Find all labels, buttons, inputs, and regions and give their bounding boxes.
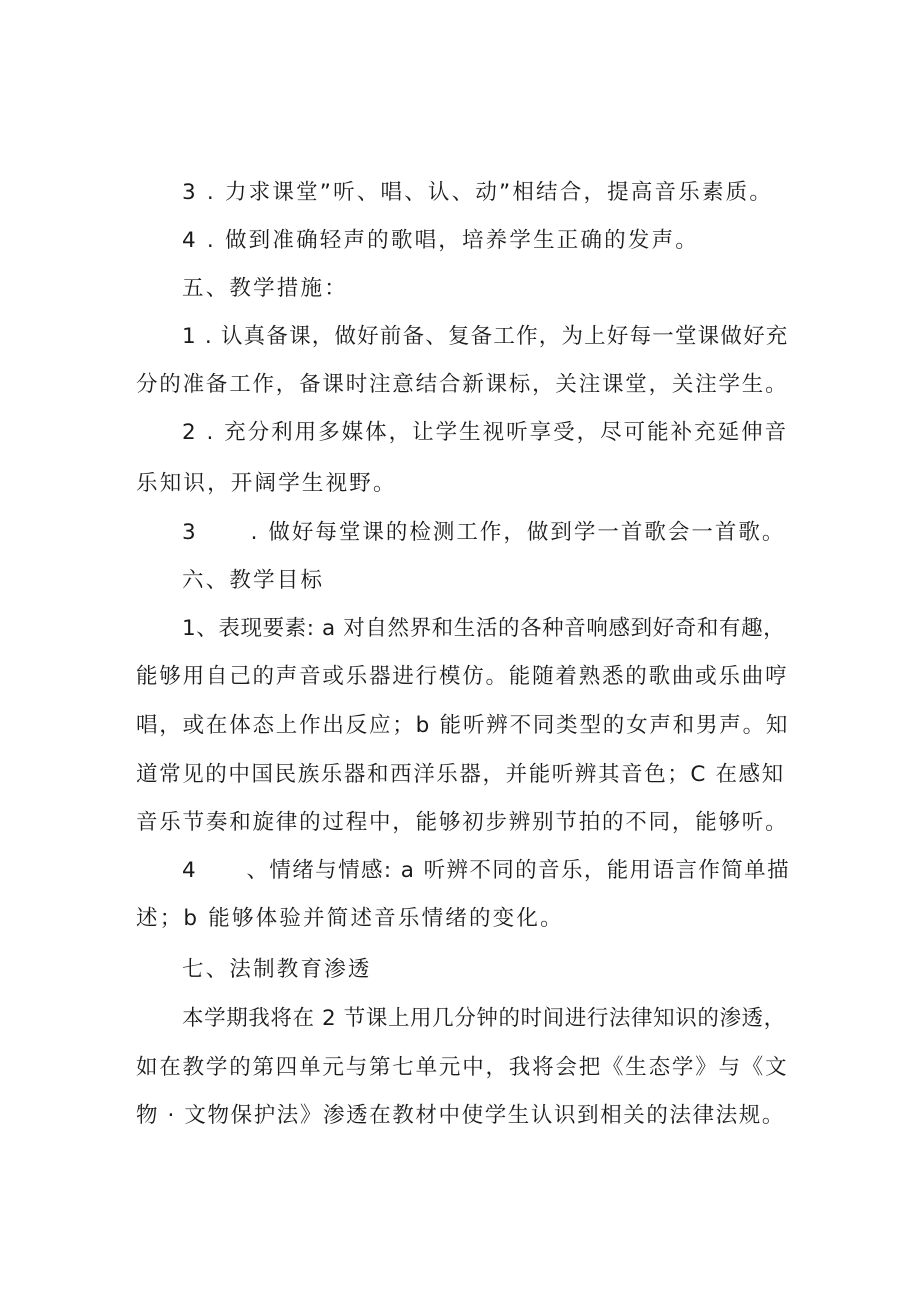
paragraph-measure-1-line1: 1 . 认真备课，做好前备、复备工作，为上好每一堂课做好充 bbox=[182, 324, 789, 349]
paragraph-goal-3: 3 . 力求课堂”听、唱、认、动”相结合，提高音乐素质。 bbox=[182, 180, 774, 205]
paragraph-objective-1-line3: 唱，或在体态上作出反应；b 能听辨不同类型的女声和男声。知 bbox=[136, 713, 790, 738]
heading-section-6: 六、教学目标 bbox=[182, 568, 325, 593]
paragraph-law-line3: 物 · 文物保护法》渗透在教材中使学生认识到相关的法律法规。 bbox=[136, 1103, 786, 1128]
paragraph-objective-1-line5: 音乐节奏和旋律的过程中，能够初步辨别节拍的不同，能够听。 bbox=[136, 810, 789, 835]
paragraph-measure-1-line2: 分的准备工作，备课时注意结合新课标，关注课堂，关注学生。 bbox=[136, 372, 789, 397]
paragraph-measure-2-line2: 乐知识，开阔学生视野。 bbox=[136, 471, 397, 496]
paragraph-objective-4-line1: 4 、情绪与情感: a 听辨不同的音乐，能用语言作简单描 bbox=[182, 858, 790, 883]
paragraph-objective-1-line1: 1、表现要素: a 对自然界和生活的各种音响感到好奇和有趣， bbox=[182, 616, 786, 641]
heading-section-7: 七、法制教育渗透 bbox=[182, 957, 372, 982]
paragraph-objective-1-line2: 能够用自己的声音或乐器进行模仿。能随着熟悉的歌曲或乐曲哼 bbox=[136, 664, 789, 689]
paragraph-objective-1-line4: 道常见的中国民族乐器和西洋乐器，并能听辨其音色；C 在感知 bbox=[136, 762, 785, 787]
paragraph-objective-4-line2: 述；b 能够体验并简述音乐情绪的变化。 bbox=[136, 906, 564, 931]
heading-section-5: 五、教学措施： bbox=[182, 276, 348, 301]
paragraph-law-line2: 如在教学的第四单元与第七单元中，我将会把《生态学》与《文 bbox=[136, 1055, 789, 1080]
paragraph-measure-3: 3 . 做好每堂课的检测工作，做到学一首歌会一首歌。 bbox=[182, 520, 786, 545]
paragraph-goal-4: 4 . 做到准确轻声的歌唱，培养学生正确的发声。 bbox=[182, 228, 699, 253]
paragraph-measure-2-line1: 2 . 充分利用多媒体，让学生视听享受，尽可能补充延伸音 bbox=[182, 420, 789, 445]
paragraph-law-line1: 本学期我将在 2 节课上用几分钟的时间进行法律知识的渗透， bbox=[182, 1006, 786, 1031]
